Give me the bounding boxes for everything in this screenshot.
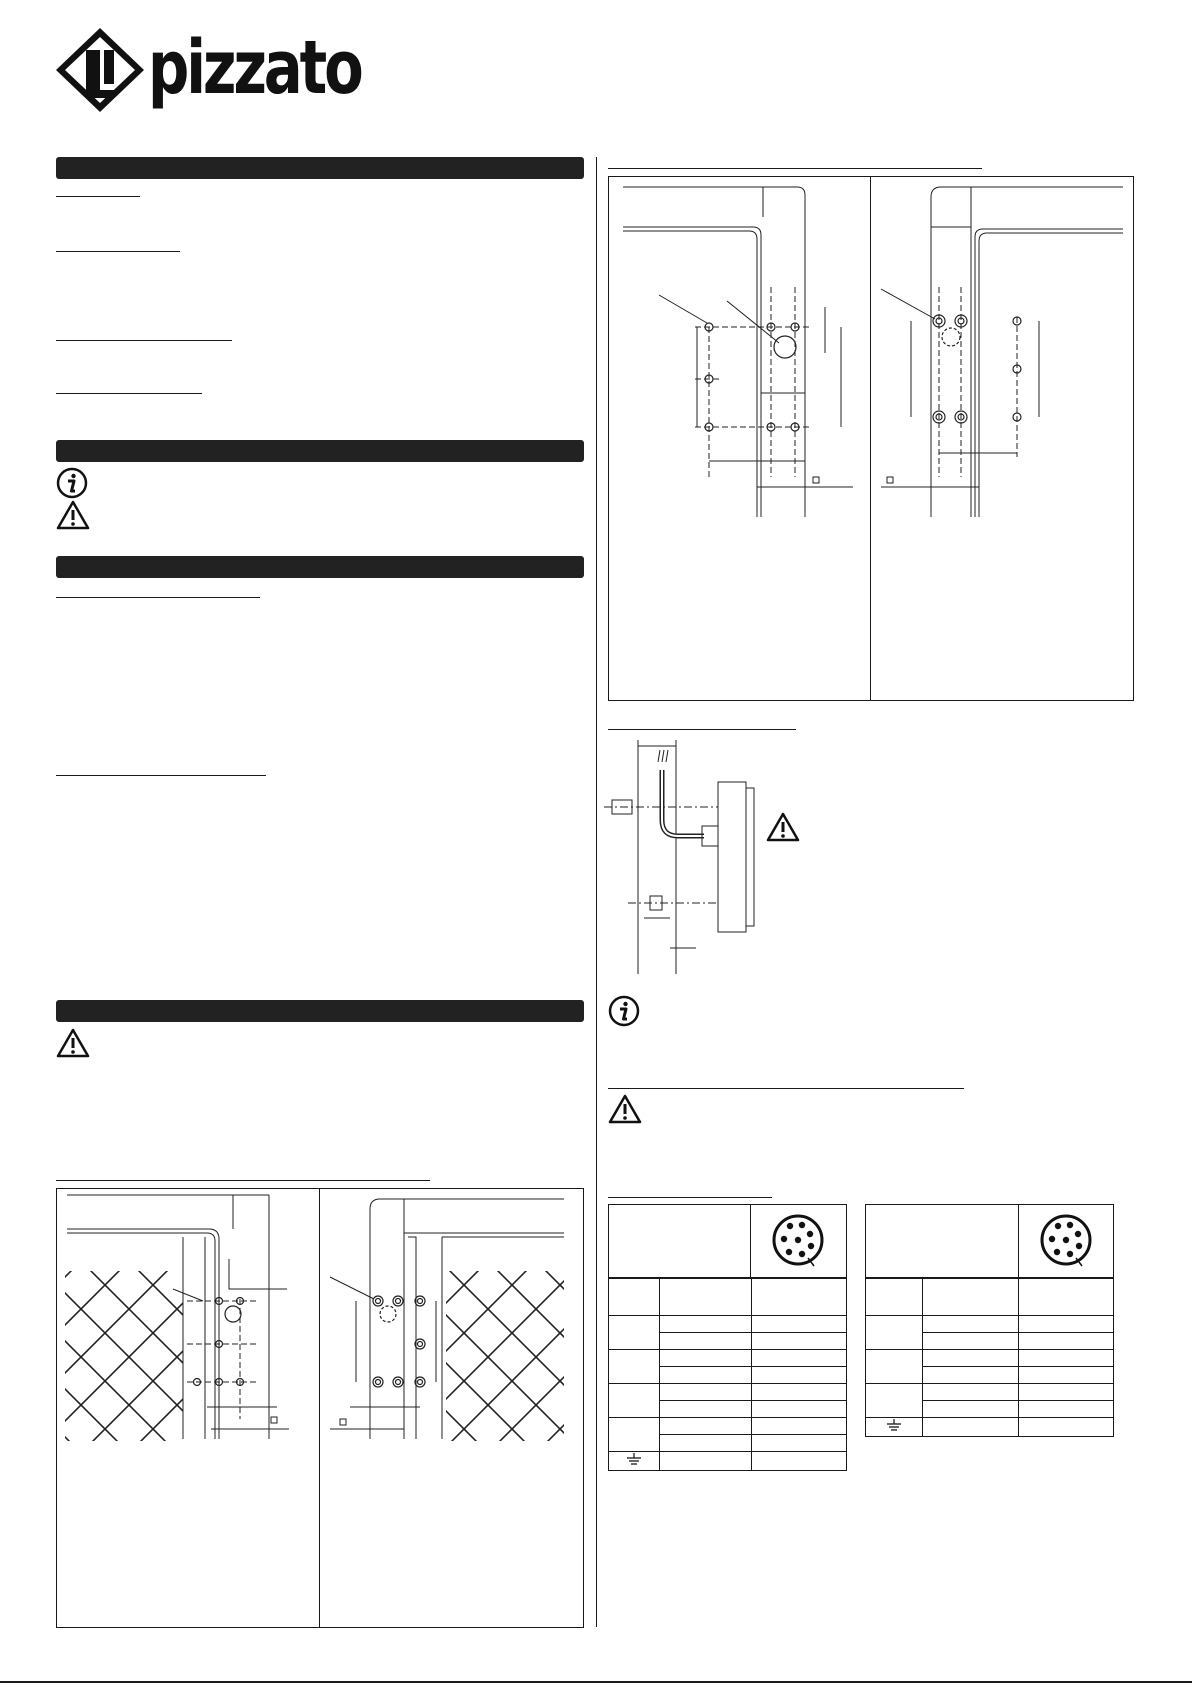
table-cell (923, 1279, 1019, 1316)
table-cell (1019, 1384, 1114, 1401)
table-cell (1019, 1333, 1114, 1350)
table-cell (923, 1316, 1019, 1333)
table-cell (1019, 1418, 1114, 1437)
table-cell (660, 1401, 752, 1418)
mounting-drawing-right-b (871, 177, 1133, 517)
table-cell (752, 1435, 847, 1452)
subheading-rule (56, 775, 266, 776)
table-cell (1019, 1279, 1114, 1316)
connector-table-1 (608, 1278, 847, 1471)
brand-wordmark: pizzato (148, 25, 361, 111)
table-cell (866, 1384, 923, 1418)
ground-cell (609, 1452, 660, 1471)
section-bar-3 (56, 556, 584, 578)
table-cell (752, 1401, 847, 1418)
table-cell (660, 1333, 752, 1350)
pizzato-diamond-logo (56, 28, 144, 112)
table-divider (1018, 1204, 1019, 1278)
installation-side-view-drawing (604, 740, 804, 974)
table-cell (923, 1384, 1019, 1401)
table-cell (752, 1279, 847, 1316)
table-cell (752, 1333, 847, 1350)
table-cell (609, 1384, 660, 1418)
table-cell (866, 1316, 923, 1350)
table-cell (866, 1279, 923, 1316)
table-cell (1019, 1401, 1114, 1418)
table-cell (752, 1452, 847, 1471)
subheading-rule (56, 393, 202, 394)
table-cell (752, 1418, 847, 1435)
table-cell (866, 1350, 923, 1384)
table-cell (752, 1367, 847, 1384)
column-divider (596, 157, 597, 1627)
warning-triangle-icon (608, 1094, 642, 1124)
table-cell (660, 1418, 752, 1435)
section-bar-4 (56, 1000, 584, 1022)
mounting-drawing-left-b (320, 1189, 582, 1439)
table-cell (752, 1384, 847, 1401)
subheading-rule (56, 340, 232, 341)
warning-triangle-icon (56, 500, 90, 530)
table-cell (923, 1367, 1019, 1384)
table-cell (923, 1333, 1019, 1350)
table-cell (660, 1452, 752, 1471)
table-cell (660, 1350, 752, 1367)
ground-cell (866, 1418, 923, 1437)
ground-symbol-icon (626, 1453, 642, 1465)
table-cell (609, 1316, 660, 1350)
table-cell (660, 1316, 752, 1333)
table-cell (752, 1350, 847, 1367)
subheading-rule (608, 729, 796, 730)
table-cell (609, 1418, 660, 1452)
table-cell (1019, 1316, 1114, 1333)
subheading-rule (608, 1088, 964, 1089)
connector-table-2 (865, 1278, 1114, 1437)
ground-symbol-icon (886, 1419, 902, 1431)
connector-pinout-8pin-icon (772, 1214, 824, 1270)
table-cell (923, 1401, 1019, 1418)
subheading-rule (608, 1197, 772, 1198)
table-cell (923, 1350, 1019, 1367)
table-cell (660, 1367, 752, 1384)
table-cell (923, 1418, 1019, 1437)
subheading-rule (56, 1180, 430, 1181)
section-bar-1 (56, 157, 584, 179)
table-cell (752, 1316, 847, 1333)
subheading-rule (56, 597, 260, 598)
table-cell (609, 1279, 660, 1316)
table-cell (1019, 1367, 1114, 1384)
section-bar-2 (56, 440, 584, 462)
table-cell (609, 1350, 660, 1384)
mounting-drawing-left-a (57, 1189, 319, 1439)
connector-pinout-8pin-icon (1040, 1214, 1092, 1270)
table-cell (660, 1279, 752, 1316)
footer-rule (0, 1681, 1192, 1683)
table-cell (660, 1435, 752, 1452)
info-icon (608, 995, 640, 1027)
warning-triangle-icon (56, 1028, 90, 1058)
mounting-drawing-right-a (609, 177, 869, 517)
info-icon (56, 467, 88, 499)
table-cell (1019, 1350, 1114, 1367)
table-cell (660, 1384, 752, 1401)
subheading-rule (56, 196, 140, 197)
subheading-rule (608, 168, 982, 169)
warning-triangle-icon (766, 812, 800, 842)
table-divider (750, 1204, 751, 1278)
subheading-rule (56, 251, 180, 252)
